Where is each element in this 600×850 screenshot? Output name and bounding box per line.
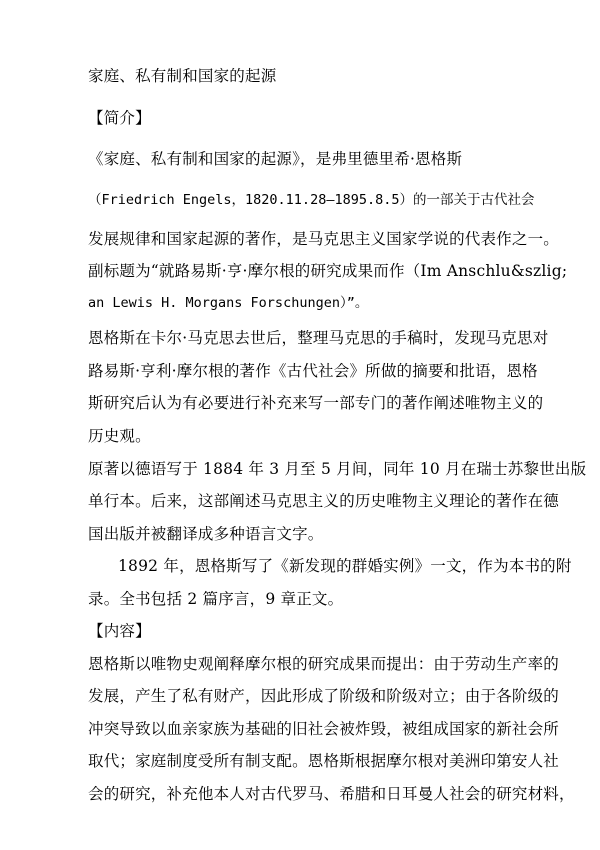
intro-heading: 【简介】 [88,109,151,127]
para2-line: 恩格斯在卡尔·马克思去世后，整理马克思的手稿时，发现马克思对 [88,329,549,347]
para2-line: 路易斯·亨利·摩尔根的著作《古代社会》所做的摘要和批语，恩格 [88,362,538,380]
para4-line: 1892 年，恩格斯写了《新发现的群婚实例》一文，作为本书的附 [118,557,572,575]
content-line: 发展，产生了私有财产，因此形成了阶级和阶级对立；由于各阶级的 [88,687,560,705]
document-title: 家庭、私有制和国家的起源 [88,67,277,85]
para4-line: 录。全书包括 2 篇序言，9 章正文。 [88,590,344,608]
intro-line: 副标题为“就路易斯·亨·摩尔根的研究成果而作（Im Anschlu&szlig; [88,262,568,280]
para3-line: 国出版并被翻译成多种语言文字。 [88,525,324,543]
intro-line: 发展规律和国家起源的著作，是马克思主义国家学说的代表作之一。 [88,230,560,248]
content-heading: 【内容】 [88,622,151,640]
intro-line: an Lewis H. Morgans Forschungen）”。 [88,295,369,311]
content-line: 取代；家庭制度受所有制支配。恩格斯根据摩尔根对美洲印第安人社 [88,752,560,770]
intro-line: （Friedrich Engels，1820.11.28—1895.8.5）的一部关于古代社会 [88,192,535,208]
para3-line: 单行本。后来，这部阐述马克思主义的历史唯物主义理论的著作在德 [88,492,560,510]
intro-line: 《家庭、私有制和国家的起源》，是弗里德里希·恩格斯 [88,150,463,168]
content-line: 恩格斯以唯物史观阐释摩尔根的研究成果而提出：由于劳动生产率的 [88,655,560,673]
content-line: 冲突导致以血亲家族为基础的旧社会被炸毁，被组成国家的新社会所 [88,720,560,738]
para2-line: 斯研究后认为有必要进行补充来写一部专门的著作阐述唯物主义的 [88,394,544,412]
content-line: 会的研究，补充他本人对古代罗马、希腊和日耳曼人社会的研究材料， [88,785,575,803]
para3-line: 原著以德语写于 1884 年 3 月至 5 月间，同年 10 月在瑞士苏黎世出版 [88,460,587,478]
para2-line: 历史观。 [88,427,151,445]
